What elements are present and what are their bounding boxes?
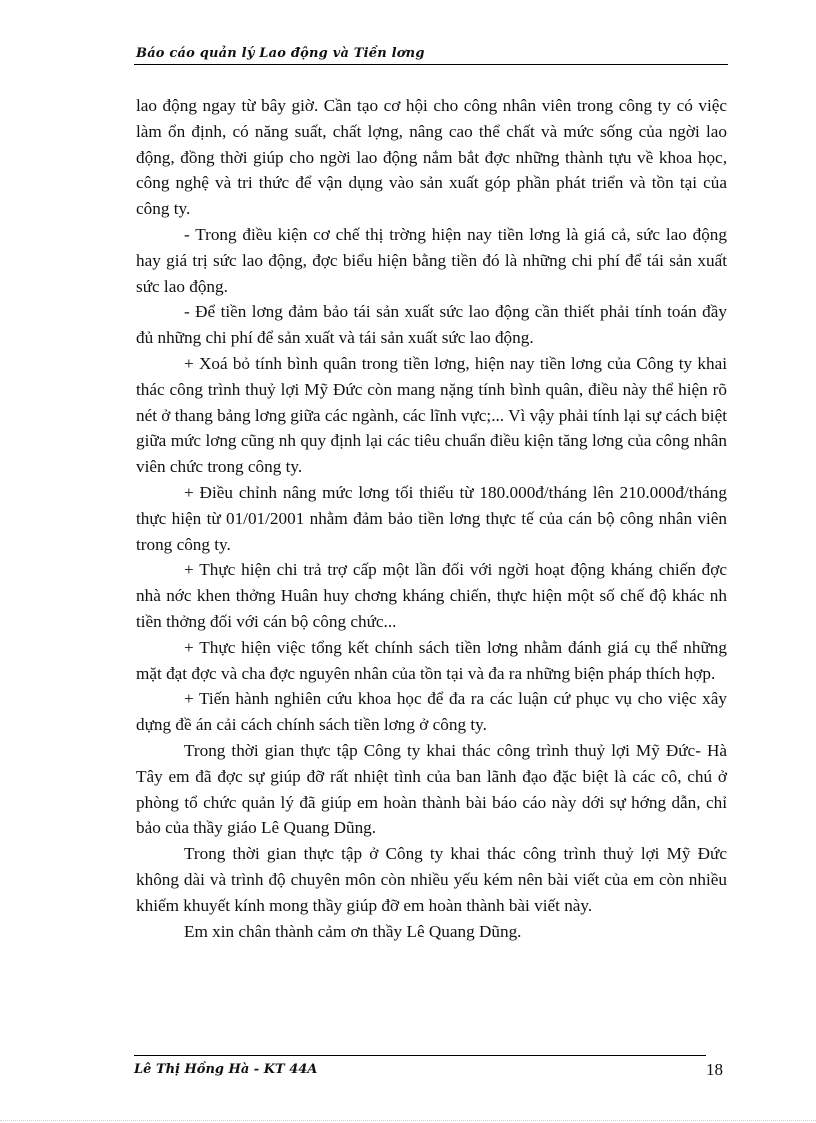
paragraph: + Thực hiện việc tổng kết chính sách tiền lơng nhằm đánh giá cụ thể những mặt đạt đợc và cha đợc nguyên nhân của tồn tại và đa ra những biện pháp thích hợp. [136,637,727,683]
closing-line: Em xin chân thành cảm ơn thầy Lê Quang Dũng. [184,921,522,941]
paragraph: + Tiến hành nghiên cứu khoa học để đa ra các luận cứ phục vụ cho việc xây dựng đề án cải cách chính sách tiền lơng ở công ty. [136,689,727,735]
header-divider [134,64,728,65]
footer-divider [134,1055,706,1056]
paragraph-continuation: lao động ngay từ bây giờ. Cần tạo cơ hội cho công nhân viên trong công ty có việc làm ổn định, có năng suất, chất lợng, nâng cao thể chất và mức sống của ngời lao động, đồng thời giúp cho ngời lao động nắm bắt đợc những thành tựu về khoa học, công nghệ và tri thức để vận dụng vào sản xuất góp phần phát triển và tồn tại của công ty. [136,96,727,219]
paragraph: + Thực hiện chi trả trợ cấp một lần đối với ngời hoạt động kháng chiến đợc nhà nớc khen thởng Huân huy chơng kháng chiến, thực hiện một số chế độ khác nh tiền thởng đối với cán bộ công chức... [136,560,727,631]
paragraph: - Để tiền lơng đảm bảo tái sản xuất sức lao động cần thiết phải tính toán đầy đủ những chi phí để sản xuất và tái sản xuất sức lao động. [136,302,727,348]
paragraph: + Điều chỉnh nâng mức lơng tối thiểu từ 180.000đ/tháng lên 210.000đ/tháng thực hiện từ 01/01/2001 nhằm đảm bảo tiền lơng thực tế của cán bộ công nhân viên trong công ty. [136,482,727,554]
paragraph: Trong thời gian thực tập Công ty khai thác công trình thuỷ lợi Mỹ Đức- Hà Tây em đã đợc sự giúp đỡ rất nhiệt tình của ban lãnh đạo đặc biệt là các cô, chú ở phòng tổ chức quản lý đã giúp em hoàn thành bài báo cáo này dới sự hớng dẫn, chỉ bảo của thầy giáo Lê Quang Dũng. [136,740,727,838]
body-text [136,93,727,944]
page-bottom-edge [0,1120,816,1121]
page-number: 18 [706,1060,723,1079]
paragraph: - Trong điều kiện cơ chế thị trờng hiện nay tiền lơng là giá cả, sức lao động hay giá trị sức lao động, đợc biểu hiện bằng tiền đó là những chi phí để tái sản xuất sức lao động. [136,224,727,296]
footer-author: Lê Thị Hồng Hà - KT 44A [134,1062,318,1077]
paragraph: + Xoá bỏ tính bình quân trong tiền lơng, hiện nay tiền lơng của Công ty khai thác công trình thuỷ lợi Mỹ Đức còn mang nặng tính bình quân, điều này thể hiện rõ nét ở thang bảng lơng giữa các ngành, các lĩnh vực;... Vì vậy phải tính lại sự cách biệt giữa mức lơng cũng nh quy định lại các tiêu chuẩn điều kiện tăng lơng của công nhân viên chức trong công ty. [136,353,727,477]
running-header-title: Báo cáo quản lý Lao động và Tiền lơng [136,46,425,61]
paragraph: Trong thời gian thực tập ở Công ty khai thác công trình thuỷ lợi Mỹ Đức không dài và trình độ chuyên môn còn nhiều yếu kém nên bài viết của em còn nhiều khiếm khuyết kính mong thầy giúp đỡ em hoàn thành bài viết này. [136,844,727,915]
